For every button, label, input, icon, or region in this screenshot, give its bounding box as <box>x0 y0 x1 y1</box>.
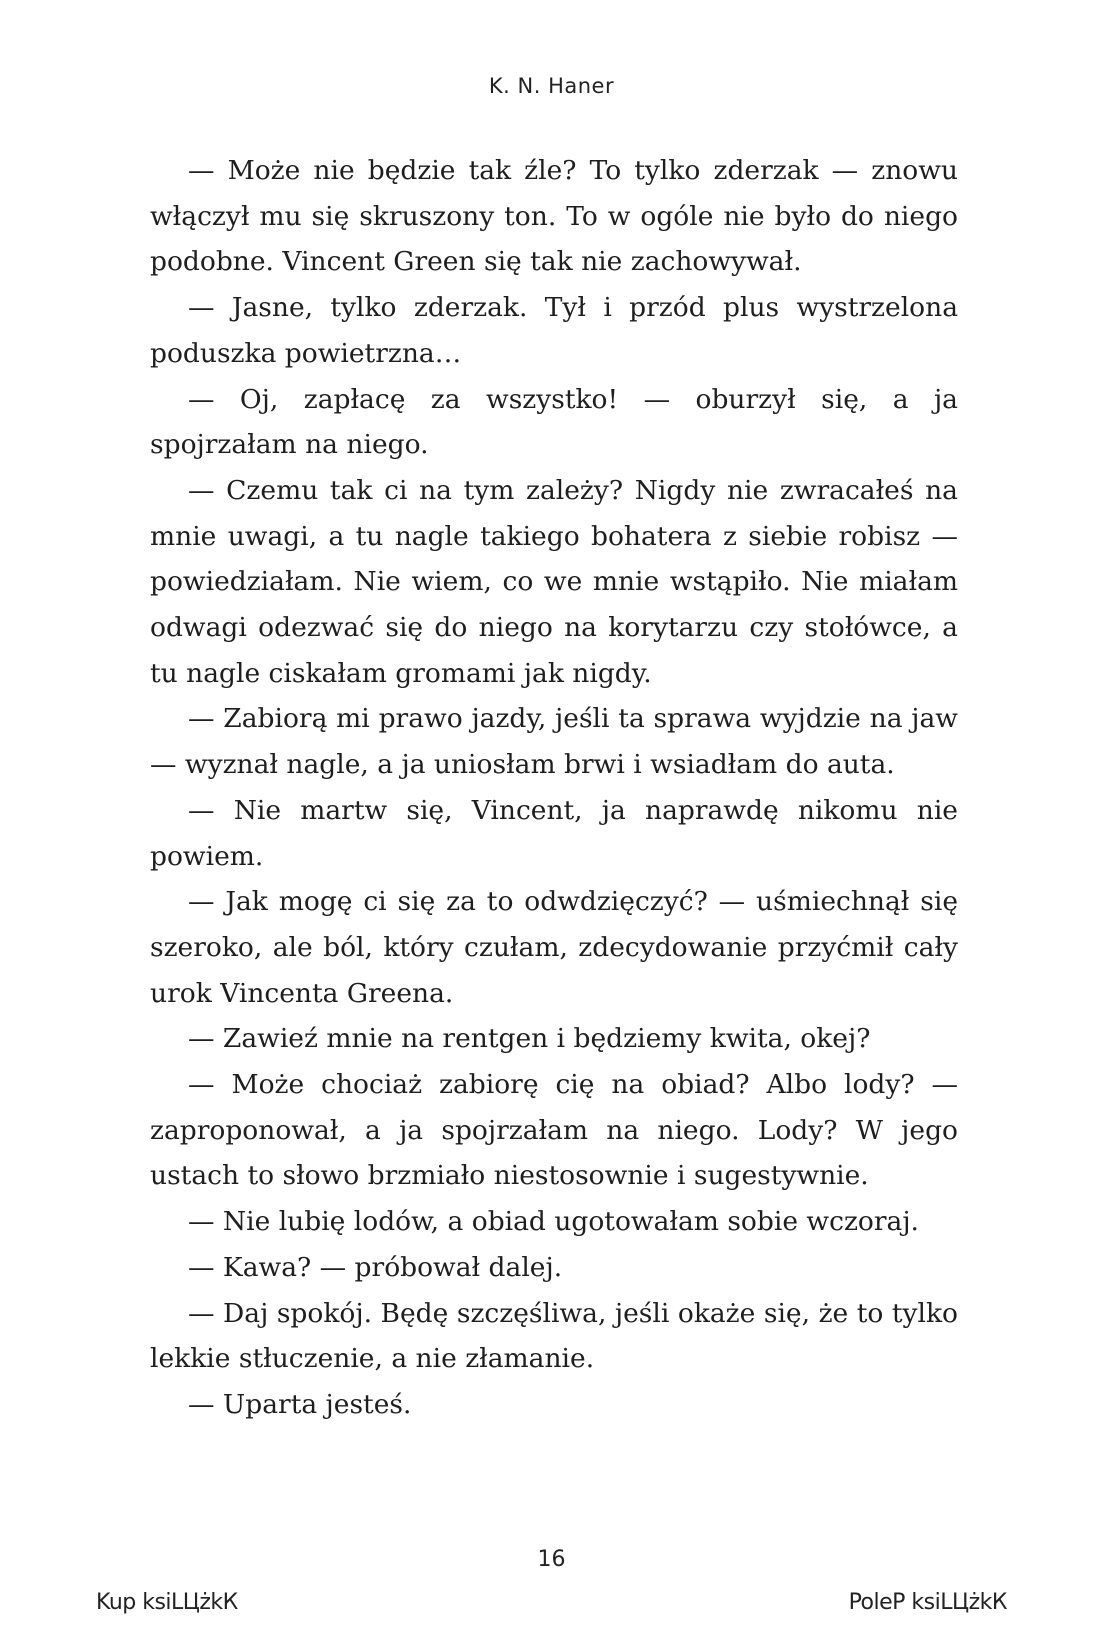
buy-book-link[interactable]: Kup ksiLЦżkК <box>96 1590 238 1615</box>
paragraph: — Oj, zapłacę za wszystko! — oburzył się, a ja spojrzałam na niego. <box>150 383 958 461</box>
paragraph: — Daj spokój. Będę szczęśliwa, jeśli okaże się, że to tylko lekkie stłuczenie, a nie złamanie. <box>150 1297 958 1375</box>
paragraph: — Uparta jesteś. <box>188 1388 412 1420</box>
recommend-book-link[interactable]: PoleР ksiLЦżkК <box>848 1590 1007 1615</box>
paragraph: — Może nie będzie tak źle? To tylko zderzak — znowu włączył mu się skruszony ton. To w ogóle nie było do niego podobne. Vincent Green się tak nie zachowywał. <box>150 155 958 278</box>
paragraph: — Czemu tak ci na tym zależy? Nigdy nie zwracałeś na mnie uwagi, a tu nagle takiego bohatera z siebie robisz — powiedziałam. Nie wiem, co we mnie wstąpiło. Nie miałam odwagi odezwać się do niego na korytarzu czy stołówce, a tu nagle ciskałam gromami jak nigdy. <box>150 474 958 689</box>
page-number: 16 <box>537 1547 566 1572</box>
running-header-author: K. N. Haner <box>488 74 615 98</box>
paragraph: — Zabiorą mi prawo jazdy, jeśli ta sprawa wyjdzie na jaw — wyznał nagle, a ja uniosłam brwi i wsiadłam do auta. <box>150 703 958 781</box>
paragraph: — Jak mogę ci się za to odwdzięczyć? — uśmiechnął się szeroko, ale ból, który czułam, zdecydowanie przyćmił cały urok Vincenta Greena. <box>150 886 958 1009</box>
paragraph: — Kawa? — próbował dalej. <box>188 1251 563 1283</box>
paragraph: — Nie lubię lodów, a obiad ugotowałam sobie wczoraj. <box>188 1206 919 1238</box>
paragraph: — Nie martw się, Vincent, ja naprawdę nikomu nie powiem. <box>150 794 958 872</box>
paragraph: — Jasne, tylko zderzak. Tył i przód plus wystrzelona poduszka powietrzna… <box>150 292 958 369</box>
paragraph: — Może chociaż zabiorę cię na obiad? Albo lody? — zaproponował, a ja spojrzałam na niego. Lody? W jego ustach to słowo brzmiało niestosownie i sugestywnie. <box>150 1069 958 1192</box>
chapter-body <box>150 148 958 1428</box>
paragraph: — Zawieź mnie na rentgen i będziemy kwita, okej? <box>188 1023 871 1055</box>
